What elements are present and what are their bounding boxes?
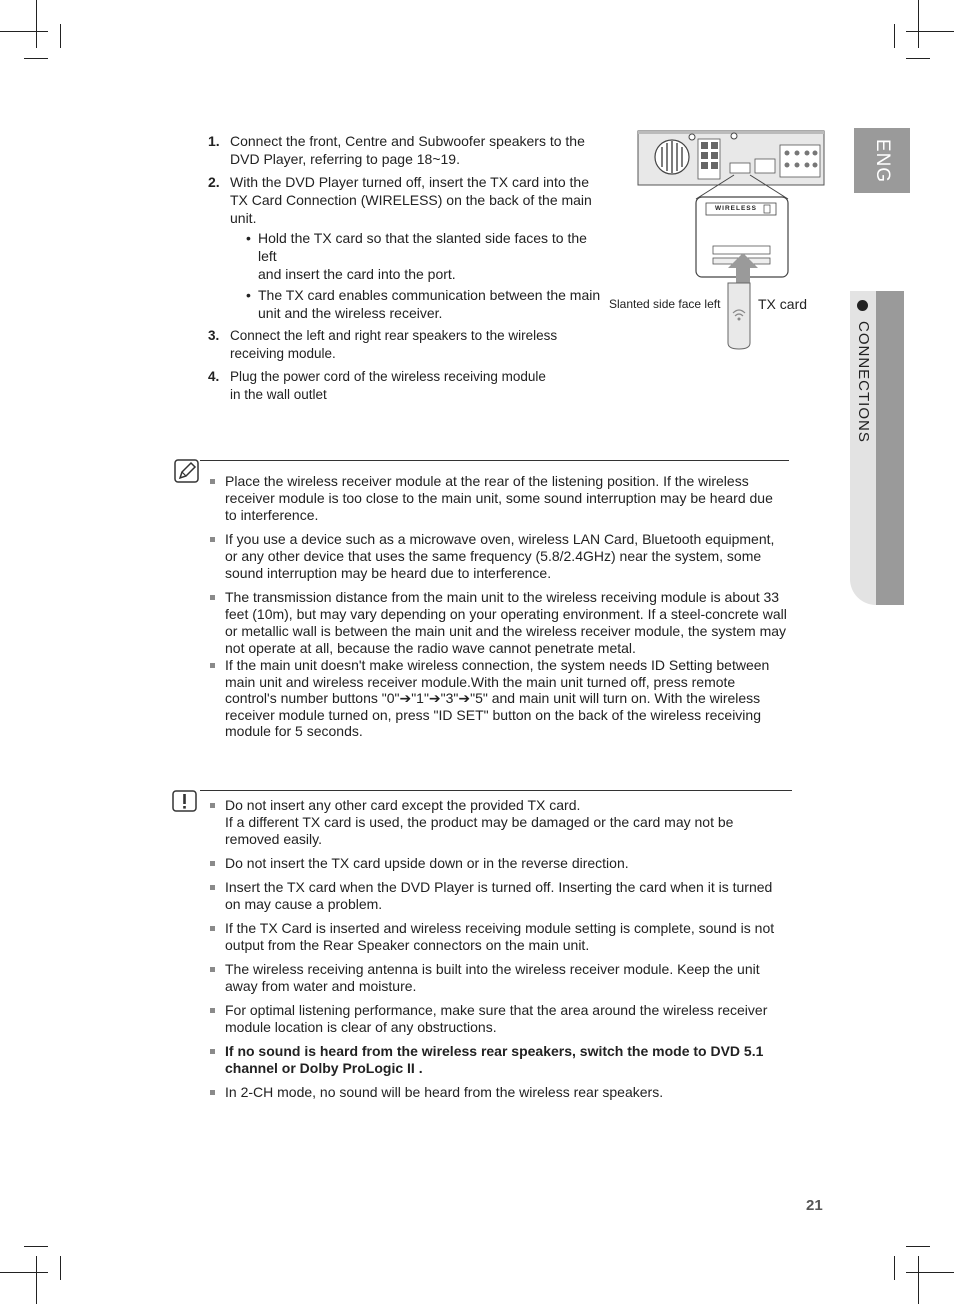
note-text: receiver module turned on, press "ID SET" button on the back of the wireless receiving — [225, 706, 761, 723]
list-item — [207, 920, 789, 954]
bullet-text: unit and the wireless receiver. — [258, 305, 443, 321]
crop-mark — [906, 31, 954, 32]
crop-mark — [36, 1256, 37, 1304]
note-text: or any other device that uses the same frequency (5.8/2.4GHz) near the system, some — [225, 548, 762, 564]
bullet-text: and insert the card into the port. — [258, 266, 456, 282]
caution-text: away from water and moisture. — [225, 978, 417, 994]
step-text: Plug the power cord of the wireless receiving module — [230, 369, 546, 384]
list-item — [244, 286, 605, 322]
caution-text: on may cause a problem. — [225, 896, 383, 912]
crop-mark — [906, 58, 930, 59]
step-number: 4. — [208, 369, 220, 384]
tx-card-illustration — [600, 125, 830, 355]
caution-text: Do not insert the TX card upside down or in the reverse direction. — [225, 855, 629, 871]
note-text: not operate at all, because the radio wave cannot penetrate metal. — [225, 640, 636, 656]
step-bullets — [230, 229, 605, 322]
list-item — [207, 1084, 789, 1101]
list-item — [207, 589, 789, 657]
step-text: With the DVD Player turned off, insert the TX card into the — [230, 174, 589, 190]
step-text: in the wall outlet — [230, 387, 327, 402]
bullet-text: Hold the TX card so that the slanted side faces to the left — [258, 230, 587, 264]
square-bullet-icon — [210, 861, 215, 866]
bullet-icon: • — [246, 230, 251, 246]
caution-text: The wireless receiving antenna is built into the wireless receiver module. Keep the unit — [225, 961, 760, 977]
square-bullet-icon — [210, 926, 215, 931]
crop-mark — [894, 24, 895, 48]
step-2 — [205, 173, 605, 322]
step-4 — [205, 368, 605, 404]
crop-mark — [918, 1256, 919, 1304]
list-item — [207, 657, 789, 740]
square-bullet-icon — [210, 663, 215, 668]
caution-exclamation-icon — [172, 790, 198, 818]
square-bullet-icon — [210, 967, 215, 972]
step-text: DVD Player, referring to page 18~19. — [230, 151, 460, 167]
crop-mark — [24, 58, 48, 59]
slanted-side-label: Slanted side face left — [609, 297, 721, 311]
bullet-icon: • — [246, 287, 251, 303]
step-1 — [205, 132, 605, 168]
square-bullet-icon — [210, 885, 215, 890]
page-number: 21 — [806, 1197, 823, 1214]
caution-text: output from the Rear Speaker connectors on the main unit. — [225, 937, 590, 953]
note-text: If you use a device such as a microwave oven, wireless LAN Card, Bluetooth equipment, — [225, 531, 775, 547]
bullet-text: The TX card enables communication between the main — [258, 287, 601, 303]
list-item — [207, 797, 789, 848]
step-text: TX Card Connection (WIRELESS) on the back of the main unit. — [230, 192, 592, 226]
language-tab — [854, 128, 910, 193]
note-text: The transmission distance from the main unit to the wireless receiving module is about 33 — [225, 589, 780, 605]
caution-list — [207, 797, 789, 1108]
caution-divider — [200, 790, 792, 791]
step-3 — [205, 327, 605, 363]
note-text: module for 5 seconds. — [225, 723, 363, 739]
list-item — [207, 531, 789, 582]
crop-mark — [60, 1256, 61, 1280]
step-number: 3. — [208, 328, 220, 343]
crop-mark — [894, 1256, 895, 1280]
square-bullet-icon — [210, 1090, 215, 1095]
note-text: If the main unit doesn't make wireless connection, the system needs ID Setting between — [225, 657, 770, 673]
note-divider — [200, 460, 789, 461]
tx-card-label: TX card — [758, 296, 808, 312]
caution-text: module location is clear of any obstructions. — [225, 1019, 497, 1035]
square-bullet-icon — [210, 1049, 215, 1054]
chapter-label: CONNECTIONS — [855, 321, 872, 443]
instruction-steps — [205, 132, 605, 409]
caution-text: removed easily. — [225, 831, 323, 847]
language-label: ENG — [872, 138, 893, 183]
note-text: sound interruption may be heard due to interference. — [225, 565, 552, 581]
note-pencil-icon — [174, 459, 200, 489]
list-item — [244, 229, 605, 283]
crop-mark — [0, 31, 48, 32]
step-text: receiving module. — [230, 346, 336, 361]
crop-mark — [36, 0, 37, 48]
caution-text: If no sound is heard from the wireless rear speakers, switch the mode to DVD 5.1 — [225, 1043, 764, 1059]
note-list — [207, 473, 789, 747]
crop-mark — [0, 1272, 48, 1273]
crop-mark — [24, 1246, 48, 1247]
note-text: to interference. — [225, 507, 319, 523]
list-item — [207, 961, 789, 995]
square-bullet-icon — [210, 595, 215, 600]
list-item — [207, 879, 789, 913]
note-text: receiver module is too close to the main unit, some sound interruption may be heard due — [225, 490, 773, 506]
step-text: Connect the left and right rear speakers to the wireless — [230, 328, 558, 343]
crop-mark — [906, 1246, 930, 1247]
square-bullet-icon — [210, 1008, 215, 1013]
note-text: or metallic wall is between the main unit and the wireless receiver module, the system may — [225, 623, 787, 639]
step-number: 1. — [208, 133, 220, 149]
caution-text: If a different TX card is used, the product may be damaged or the card may not be — [225, 814, 734, 830]
note-text: control's number buttons "0"➔"1"➔"3"➔"5" and main unit will turn on. With the wireless — [225, 690, 761, 706]
crop-mark — [918, 0, 919, 48]
caution-text: In 2-CH mode, no sound will be heard from the wireless rear speakers. — [225, 1084, 664, 1100]
square-bullet-icon — [210, 479, 215, 484]
step-number: 2. — [208, 174, 220, 190]
square-bullet-icon — [210, 537, 215, 542]
wireless-port-label: WIRELESS — [715, 205, 757, 212]
crop-mark — [906, 1272, 954, 1273]
note-text: Place the wireless receiver module at the rear of the listening position. If the wireless — [225, 473, 749, 489]
note-text: feet (10m), but may vary depending on your operating environment. If a steel-concrete wall — [225, 606, 787, 622]
list-item — [207, 1002, 789, 1036]
caution-text: Insert the TX card when the DVD Player is turned off. Inserting the card when it is turned — [225, 879, 773, 895]
note-text: main unit and wireless receiver module.With the main unit turned off, press remote — [225, 673, 736, 690]
caution-text: If the TX Card is inserted and wireless receiving module setting is complete, sound is not — [225, 920, 775, 936]
chapter-tab-stripe — [876, 291, 904, 605]
caution-text: Do not insert any other card except the provided TX card. — [225, 797, 581, 813]
crop-mark — [60, 24, 61, 48]
square-bullet-icon — [210, 803, 215, 808]
bullet-dot-icon — [857, 300, 868, 311]
caution-text: For optimal listening performance, make sure that the area around the wireless receiver — [225, 1002, 768, 1018]
list-item — [207, 855, 789, 872]
list-item — [207, 1043, 789, 1077]
step-text: Connect the front, Centre and Subwoofer speakers to the — [230, 133, 585, 149]
caution-text: channel or Dolby ProLogic II . — [225, 1060, 423, 1076]
rear-panel-diagram — [600, 125, 830, 355]
list-item — [207, 473, 789, 524]
